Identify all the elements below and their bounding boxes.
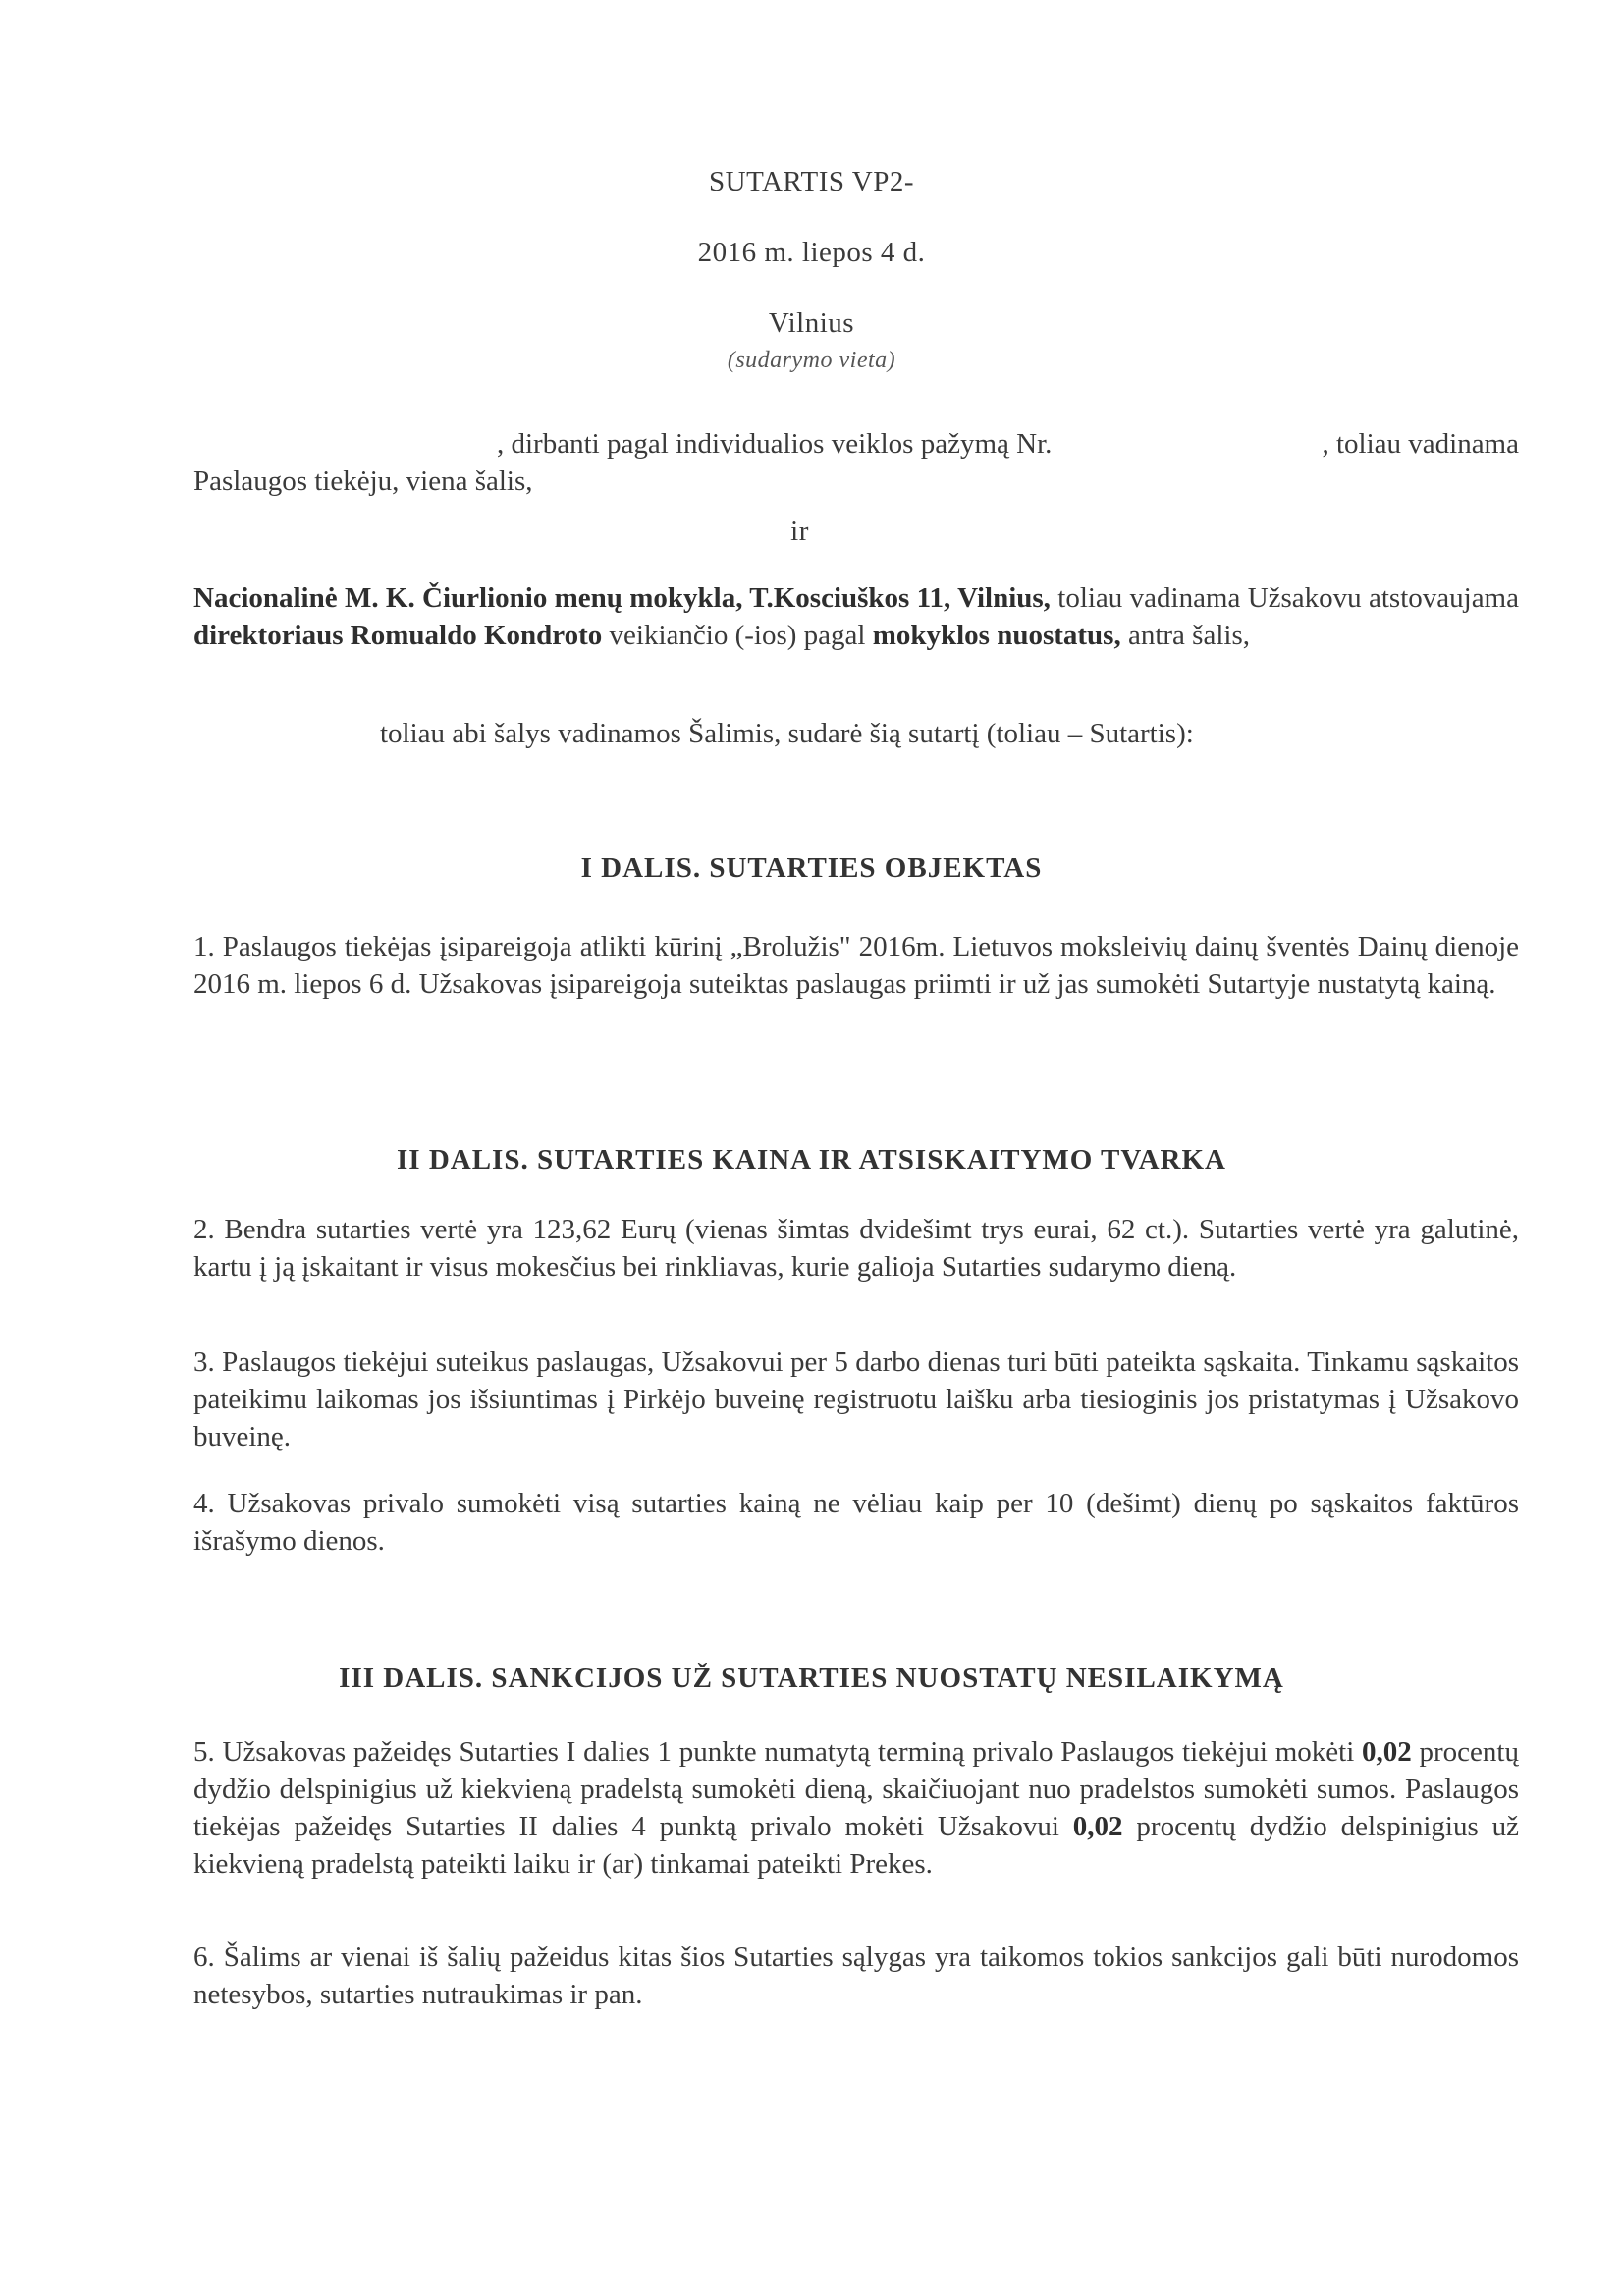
client-text2: veikiančio (-ios) pagal <box>602 620 873 651</box>
paragraph-2: 2. Bendra sutarties vertė yra 123,62 Eurų (vienas šimtas dvidešimt trys eurai, 62 ct.). Sutarties vertė yra galutinė, kartu į ją įskaitant ir visus mokesčius bei rinkliavas, kurie galioja Sutarties sudarymo dieną. <box>193 1214 1519 1283</box>
provider-text-b: , toliau vadinama <box>1322 428 1519 460</box>
both-parties-line: toliau abi šalys vadinamos Šalimis, sudarė šią sutartį (toliau – Sutartis): <box>380 718 1194 749</box>
client-statute: mokyklos nuostatus, <box>872 620 1121 651</box>
paragraph-1: 1. Paslaugos tiekėjas įsipareigoja atlikti kūrinį „Brolužis" 2016m. Lietuvos moksleivių dainų šventės Dainų dienoje 2016 m. liepos 6 d. Užsakovas įsipareigoja suteiktas paslaugas priimti ir už jas sumokėti Sutartyje nustatytą kainą. <box>193 931 1519 1000</box>
contract-title: SUTARTIS VP2- <box>709 166 914 197</box>
p5-text-e: procentų dydžio delspinigius už kiekvieną pradelstą pateikti laiku ir (ar) tinkamai pateikti Prekes. <box>193 1811 1519 1880</box>
paragraph-5 <box>193 1733 1519 1883</box>
section-3-title: III DALIS. SANKCIJOS UŽ SUTARTIES NUOSTATŲ NESILAIKYMĄ <box>339 1663 1284 1694</box>
client-paragraph <box>193 579 1519 654</box>
contract-date: 2016 m. liepos 4 d. <box>697 237 926 268</box>
section-2-title: II DALIS. SUTARTIES KAINA IR ATSISKAITYMO TVARKA <box>397 1144 1226 1175</box>
section-1-title: I DALIS. SUTARTIES OBJEKTAS <box>580 852 1043 884</box>
client-text3: antra šalis, <box>1120 620 1250 651</box>
contract-city: Vilnius <box>768 307 855 339</box>
p5-rate-1: 0,02 <box>1362 1736 1412 1768</box>
client-text1: toliau vadinama Užsakovu atstovaujama <box>1050 582 1519 614</box>
city-note: (sudarymo vieta) <box>727 348 896 373</box>
provider-text-a: , dirbanti pagal individualios veiklos pažymą Nr. <box>497 428 1053 460</box>
paragraph-6: 6. Šalims ar vienai iš šalių pažeidus kitas šios Sutarties sąlygas yra taikomos tokios sankcijos gali būti nurodomos netesybos, sutarties nutraukimas ir pan. <box>193 1941 1519 2010</box>
provider-line2: Paslaugos tiekėju, viena šalis, <box>193 465 533 497</box>
paragraph-4: 4. Užsakovas privalo sumokėti visą sutarties kainą ne vėliau kaip per 10 (dešimt) dienų po sąskaitos faktūros išrašymo dienos. <box>193 1488 1519 1557</box>
provider-paragraph <box>193 425 1519 500</box>
and-word: ir <box>790 516 809 547</box>
paragraph-3: 3. Paslaugos tiekėjui suteikus paslaugas, Užsakovui per 5 darbo dienas turi būti pateikta sąskaita. Tinkamu sąskaitos pateikimu laikomas jos išsiuntimas į Pirkėjo buveinę registruotu laišku arba tiesioginis jos pristatymas į Užsakovo buveinę. <box>193 1346 1519 1452</box>
client-name: Nacionalinė M. K. Čiurlionio menų mokykla, T.Kosciuškos 11, Vilnius, <box>193 582 1051 614</box>
p5-text-a: 5. Užsakovas pažeidęs Sutarties I dalies 1 punkte numatytą terminą privalo Paslaugos tiekėjui mokėti <box>193 1736 1363 1768</box>
p5-rate-2: 0,02 <box>1072 1811 1123 1842</box>
p5-text-c: procentų dydžio delspinigius už kiekvieną pradelstą sumokėti dieną, skaičiuojant nuo pradelstos sumokėti sumos. Paslaugos tiekėjas pažeidęs Sutarties II dalies 4 punktą privalo mokėti Užsakovui <box>193 1736 1519 1842</box>
client-director: direktoriaus Romualdo Kondroto <box>193 620 603 651</box>
